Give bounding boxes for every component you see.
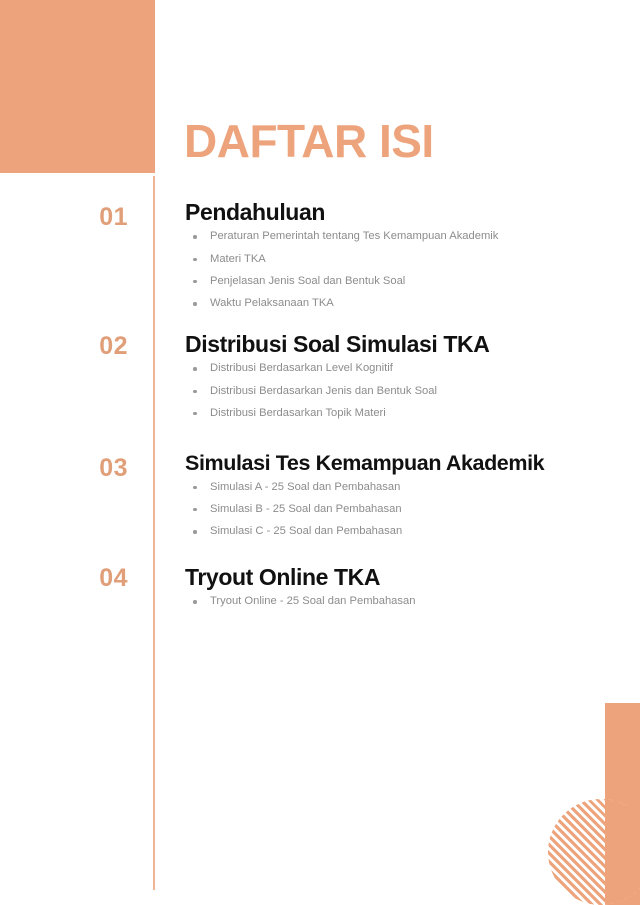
page-title: DAFTAR ISI	[184, 115, 434, 167]
section-number: 04	[99, 564, 128, 592]
section-body	[185, 199, 615, 320]
section-number: 01	[99, 203, 128, 231]
bullet-dot-icon	[193, 367, 197, 371]
list-item[interactable]	[193, 482, 615, 493]
list-item-label: Distribusi Berdasarkan Topik Materi	[210, 406, 386, 419]
bullet-dot-icon	[193, 235, 197, 239]
bullet-dot-icon	[193, 530, 197, 534]
list-item[interactable]	[193, 231, 615, 242]
top-left-orange-block	[0, 0, 155, 173]
section-heading[interactable]: Distribusi Soal Simulasi TKA	[185, 331, 490, 357]
section-bullet-list	[185, 231, 615, 309]
bullet-dot-icon	[193, 600, 197, 604]
list-item[interactable]	[193, 596, 615, 607]
circle-solid-overlap	[605, 799, 640, 905]
list-item-label: Penjelasan Jenis Soal dan Bentuk Soal	[210, 274, 406, 287]
list-item[interactable]	[193, 298, 615, 309]
list-item-label: Simulasi C - 25 Soal dan Pembahasan	[210, 525, 403, 538]
bullet-dot-icon	[193, 508, 197, 512]
vertical-divider-line	[153, 176, 155, 890]
section-bullet-list	[185, 596, 615, 607]
list-item-label: Tryout Online - 25 Soal dan Pembahasan	[210, 595, 416, 608]
list-item[interactable]	[193, 526, 615, 537]
section-number: 02	[99, 332, 128, 360]
list-item-label: Distribusi Berdasarkan Level Kognitif	[210, 362, 393, 375]
section-body	[185, 451, 615, 548]
list-item[interactable]	[193, 363, 615, 374]
list-item-label: Peraturan Pemerintah tentang Tes Kemampuan Akademik	[210, 230, 499, 243]
bullet-dot-icon	[193, 486, 197, 490]
section-heading[interactable]: Tryout Online TKA	[185, 564, 381, 590]
list-item[interactable]	[193, 408, 615, 419]
list-item[interactable]	[193, 254, 615, 265]
section-bullet-list	[185, 363, 615, 419]
section-number: 03	[99, 454, 128, 482]
list-item-label: Simulasi B - 25 Soal dan Pembahasan	[210, 502, 402, 515]
bullet-dot-icon	[193, 280, 197, 284]
bullet-dot-icon	[193, 258, 197, 262]
list-item-label: Materi TKA	[210, 252, 266, 265]
list-item[interactable]	[193, 276, 615, 287]
list-item-label: Waktu Pelaksanaan TKA	[210, 297, 334, 310]
section-heading[interactable]: Pendahuluan	[185, 199, 326, 225]
list-item[interactable]	[193, 386, 615, 397]
list-item[interactable]	[193, 504, 615, 515]
section-body	[185, 564, 615, 619]
section-bullet-list	[185, 482, 615, 538]
bullet-dot-icon	[193, 302, 197, 306]
section-body	[185, 331, 615, 430]
bullet-dot-icon	[193, 412, 197, 416]
list-item-label: Distribusi Berdasarkan Jenis dan Bentuk Soal	[210, 384, 437, 397]
bottom-right-striped-circle	[548, 799, 640, 905]
bullet-dot-icon	[193, 390, 197, 394]
section-heading[interactable]: Simulasi Tes Kemampuan Akademik	[185, 451, 545, 475]
list-item-label: Simulasi A - 25 Soal dan Pembahasan	[210, 480, 401, 493]
